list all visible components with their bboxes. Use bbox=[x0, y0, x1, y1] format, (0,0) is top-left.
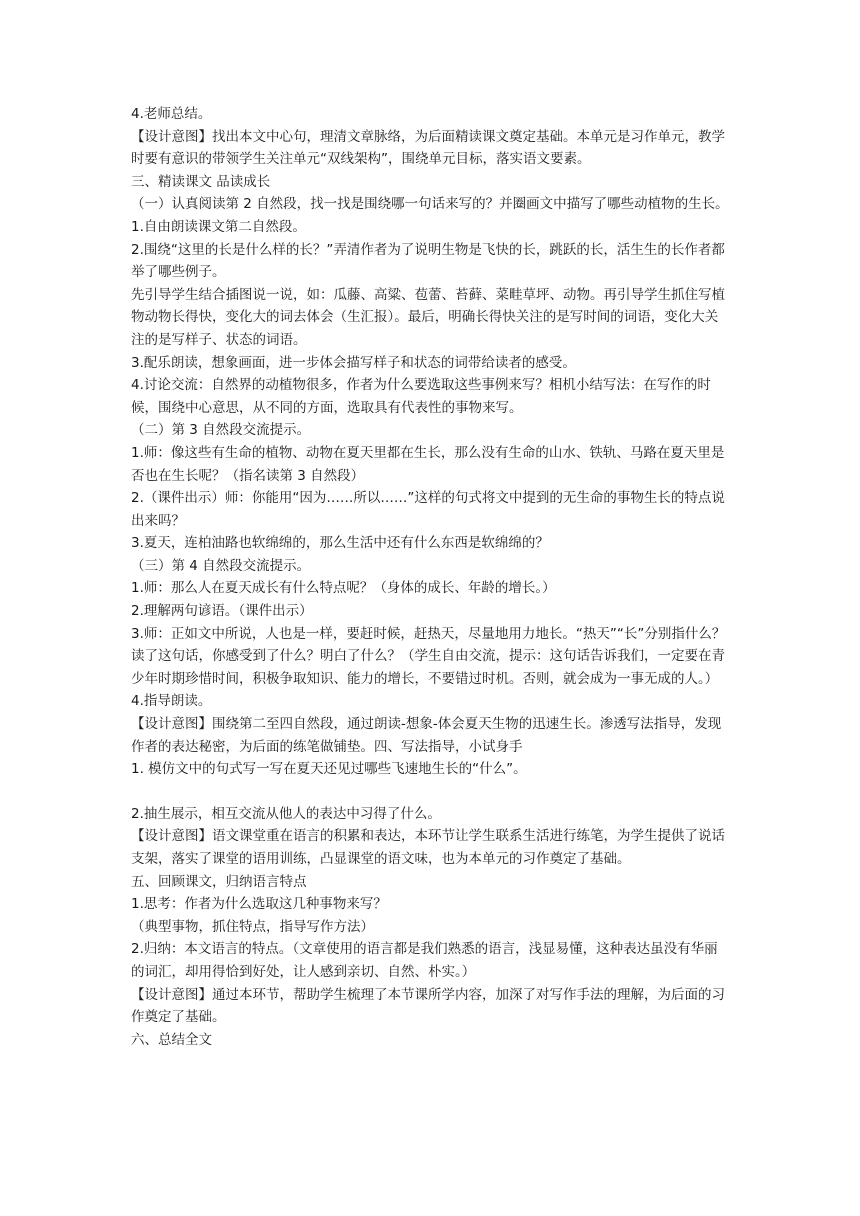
section-heading: 六、总结全文 bbox=[131, 1031, 212, 1048]
text-line: 1.师：那么人在夏天成长有什么特点呢？（身体的成长、年龄的增长。） bbox=[131, 580, 556, 597]
text-line: 1. 模仿文中的句式写一写在夏天还见过哪些飞速地生长的“什么”。 bbox=[131, 761, 527, 778]
text-line: 3.夏天，连柏油路也软绵绵的，那么生活中还有什么东西是软绵绵的？ bbox=[131, 535, 549, 552]
text-line: 2.抽生展示，相互交流从他人的表达中习得了什么。 bbox=[131, 805, 441, 822]
text-line: 4.老师总结。 bbox=[131, 106, 212, 122]
text-line: 先引导学生结合插图说一说，如：瓜藤、高粱、苞蕾、苔藓、菜畦草坪、动物。再引导学生抓住写植物动物长得快，变化大的词去体会（生汇报）。最后，明确长得快关注的是写时间的词语，变化大关注的是写样子、状态的词语。 bbox=[131, 286, 725, 348]
design-intent-paragraph: 【设计意图】围绕第二至四自然段，通过朗读-想象-体会夏天生物的迅速生长。渗透写法指导，发现作者的表达秘密，为后面的练笔做铺垫。四、写法指导，小试身手 bbox=[131, 716, 722, 755]
subsection-heading: （三）第 4 自然段交流提示。 bbox=[131, 557, 311, 574]
design-intent-paragraph: 【设计意图】找出本文中心句，理清文章脉络，为后面精读课文奠定基础。本单元是习作单元，教学时要有意识的带领学生关注单元“双线架构”，围绕单元目标，落实语文要素。 bbox=[131, 128, 725, 168]
text-line: 3.师：正如文中所说，人也是一样，要赶时候，赶热天，尽量地用力地长。“热天”“长”分别指什么？读了这句话，你感受到了什么？明白了什么？（学生自由交流，提示：这句话告诉我们，一定要在青少年时期珍惜时间，积极争取知识、能力的增长，不要错过时机。否则，就会成为一事无成的人。） bbox=[131, 625, 726, 687]
subsection-heading: （一）认真阅读第 2 自然段，找一找是围绕哪一句话来写的？并圈画文中描写了哪些动植物的生长。 bbox=[131, 196, 729, 213]
text-line: （典型事物，抓住特点，指导写作方法） bbox=[131, 918, 374, 935]
section-heading: 五、回顾课文，归纳语言特点 bbox=[131, 873, 307, 890]
text-line: 2.围绕“这里的长是什么样的长？”弄清作者为了说明生物是飞快的长，跳跃的长，活生生的长作者都举了哪些例子。 bbox=[131, 241, 725, 281]
text-line: 1.思考：作者为什么选取这几种事物来写？ bbox=[131, 896, 387, 913]
text-line: 2.理解两句谚语。（课件出示） bbox=[131, 603, 313, 620]
section-heading: 三、精读课文 品读成长 bbox=[131, 173, 271, 190]
text-line: 2.（课件出示）师：你能用“因为……所以……”这样的句式将文中提到的无生命的事物生长的特点说出来吗？ bbox=[131, 490, 725, 529]
text-line: 1.自由朗读课文第二自然段。 bbox=[131, 218, 306, 235]
text-line: 2.归纳：本文语言的特点。（文章使用的语言都是我们熟悉的语言，浅显易懂，这种表达虽没有华丽的词汇，却用得恰到好处，让人感到亲切、自然、朴实。） bbox=[131, 941, 718, 980]
text-line: 4.讨论交流：自然界的动植物很多，作者为什么要选取这些事例来写？相机小结写法：在写作的时候，围绕中心意思，从不同的方面，选取具有代表性的事物来写。 bbox=[131, 377, 711, 416]
design-intent-paragraph: 【设计意图】语文课堂重在语言的积累和表达，本环节让学生联系生活进行练笔，为学生提供了说话支架，落实了课堂的语用训练，凸显课堂的语文味，也为本单元的习作奠定了基础。 bbox=[131, 828, 725, 867]
design-intent-paragraph: 【设计意图】通过本环节，帮助学生梳理了本节课所学内容，加深了对写作手法的理解，为后面的习作奠定了基础。 bbox=[131, 986, 725, 1026]
subsection-heading: （二）第 3 自然段交流提示。 bbox=[131, 422, 311, 439]
document-page bbox=[131, 103, 731, 1051]
text-line: 1.师：像这些有生命的植物、动物在夏天里都在生长，那么没有生命的山水、铁轨、马路在夏天里是否也在生长呢？（指名读第 3 自然段） bbox=[131, 444, 725, 484]
text-line: 3.配乐朗读，想象画面，进一步体会描写样子和状态的词带给读者的感受。 bbox=[131, 354, 576, 371]
text-line: 4.指导朗读。 bbox=[131, 693, 212, 710]
